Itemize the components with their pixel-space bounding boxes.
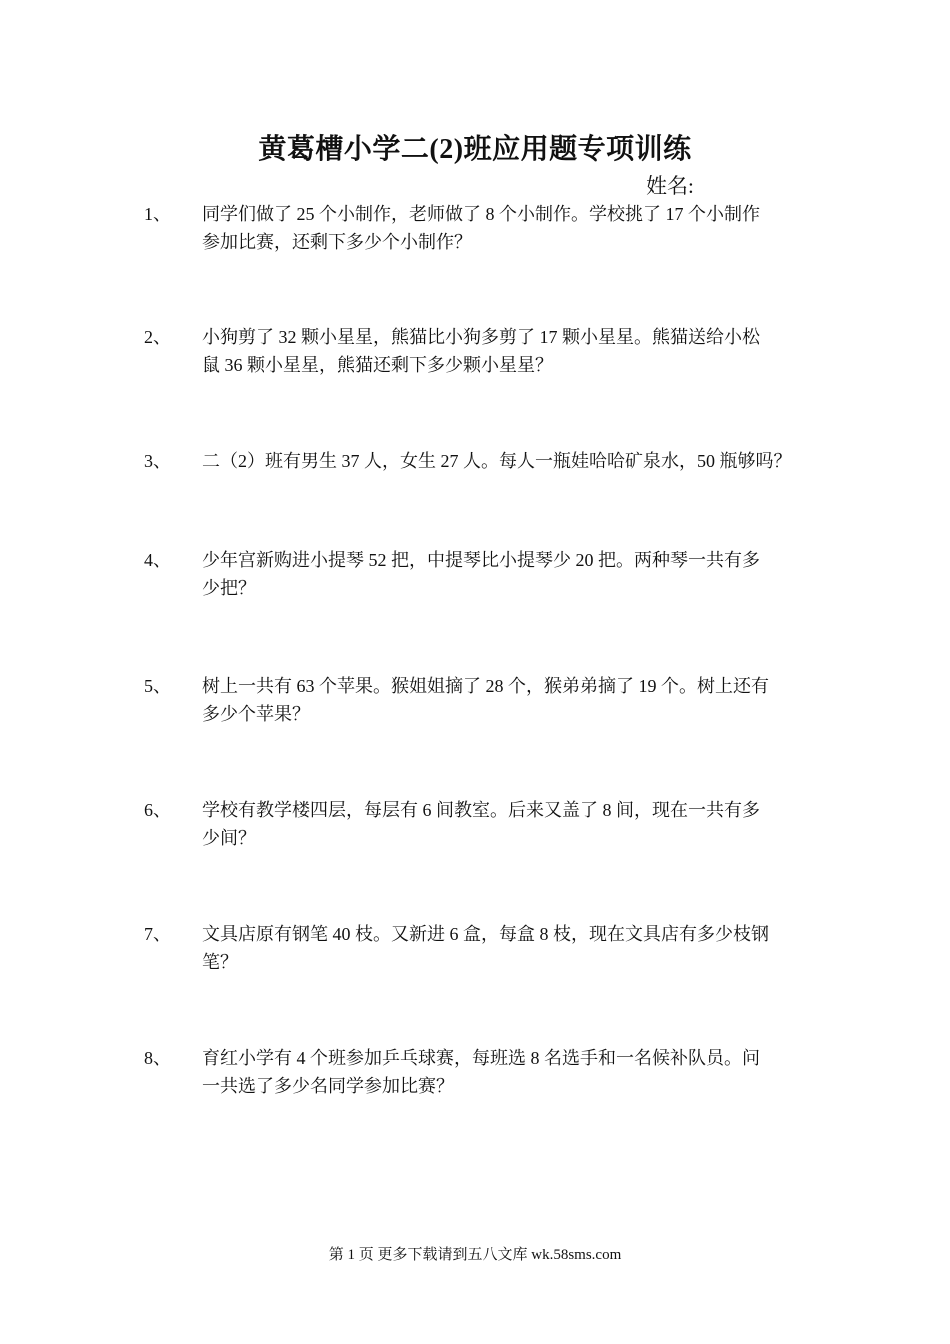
problem-text: 学校有教学楼四层，每层有 6 间教室。后来又盖了 8 间，现在一共有多 少间？ [202, 800, 760, 848]
problem-number: 5、 [144, 676, 171, 696]
problem-number: 3、 [144, 451, 171, 471]
problem-item [0, 920, 950, 980]
problem-item [0, 672, 950, 732]
problem-item [0, 200, 950, 260]
problem-item [0, 323, 950, 383]
problem-text: 文具店原有钢笔 40 枝。又新进 6 盒，每盒 8 枝，现在文具店有多少枝钢 笔？ [202, 924, 769, 972]
problem-number: 1、 [144, 204, 171, 224]
problem-item [0, 796, 950, 856]
name-label: 姓名: [646, 174, 694, 198]
page-footer: 第 1 页 更多下载请到五八文库 wk.58sms.com [328, 1247, 622, 1263]
problem-number: 2、 [144, 327, 171, 347]
problem-text: 育红小学有 4 个班参加乒乓球赛，每班选 8 名选手和一名候补队员。问 一共选了多少名同学参加比赛？ [202, 1048, 760, 1096]
problem-text: 树上一共有 63 个苹果。猴姐姐摘了 28 个，猴弟弟摘了 19 个。树上还有 多少个苹果？ [202, 676, 769, 724]
problem-number: 7、 [144, 924, 171, 944]
page-title: 黄葛槽小学二(2)班应用题专项训练 [258, 134, 692, 165]
problem-text: 小狗剪了 32 颗小星星，熊猫比小狗多剪了 17 颗小星星。熊猫送给小松 鼠 36 颗小星星，熊猫还剩下多少颗小星星？ [202, 327, 760, 375]
problem-text: 少年宫新购进小提琴 52 把，中提琴比小提琴少 20 把。两种琴一共有多 少把？ [202, 550, 760, 598]
problem-text: 二（2）班有男生 37 人，女生 27 人。每人一瓶娃哈哈矿泉水，50 瓶够吗？ [202, 451, 792, 471]
problem-number: 4、 [144, 550, 171, 570]
problem-number: 6、 [144, 800, 171, 820]
problem-number: 8、 [144, 1048, 171, 1068]
problem-item [0, 546, 950, 606]
problem-item [0, 1044, 950, 1104]
problem-item [0, 447, 950, 507]
problem-text: 同学们做了 25 个小制作，老师做了 8 个小制作。学校挑了 17 个小制作 参加比赛，还剩下多少个小制作？ [202, 204, 760, 252]
